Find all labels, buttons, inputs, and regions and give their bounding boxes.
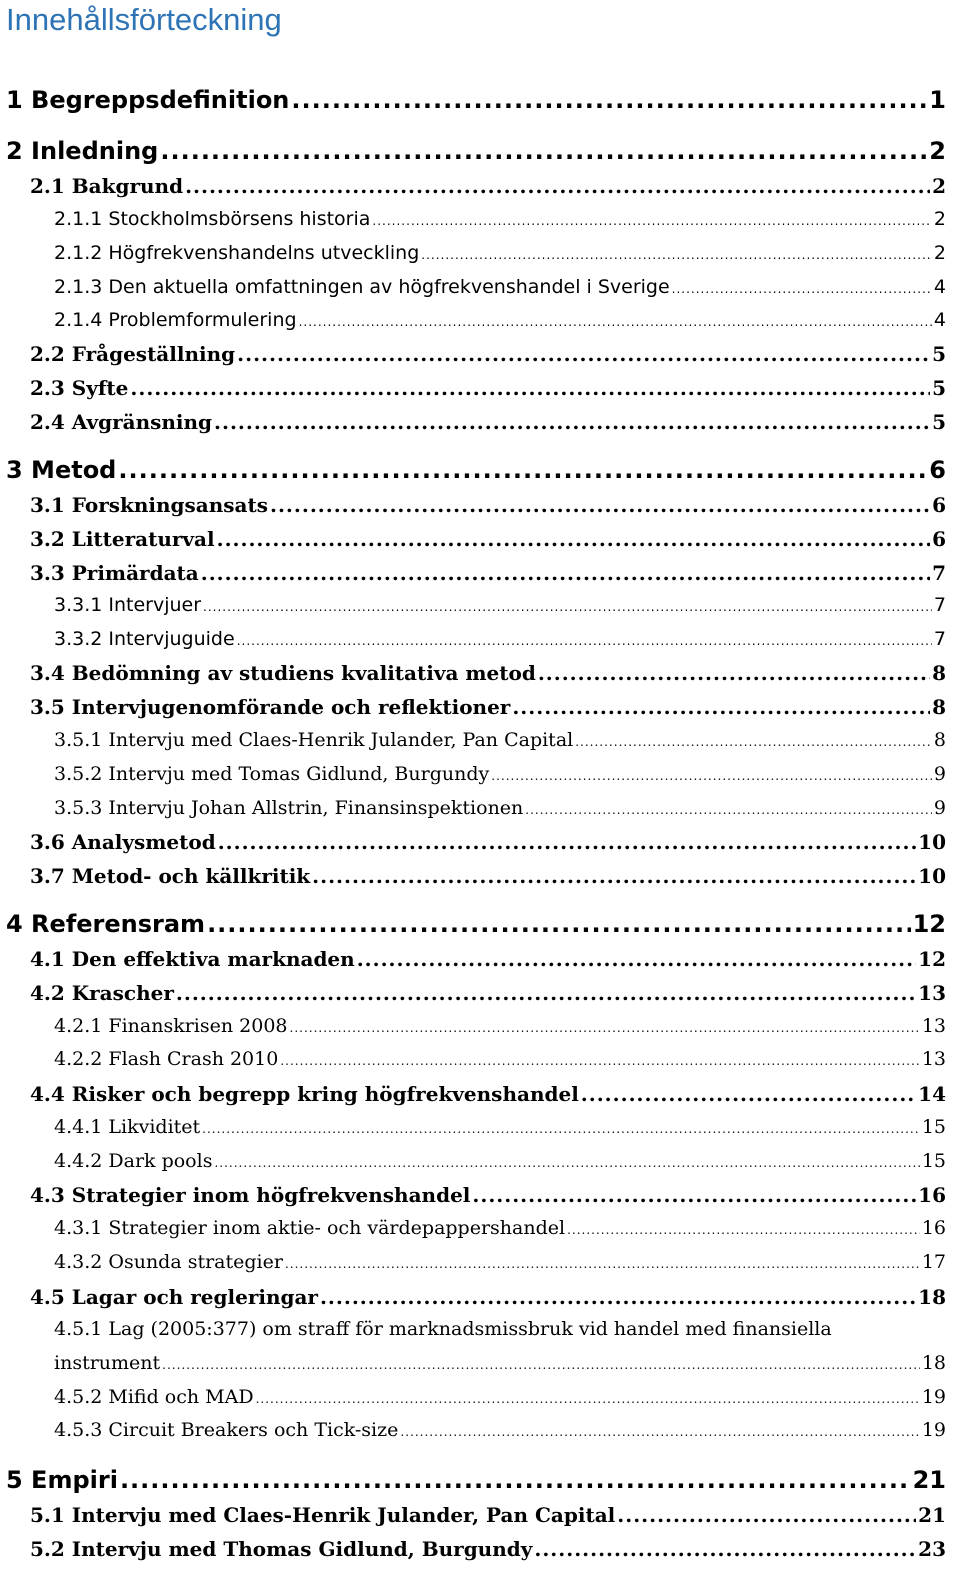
toc-entry-label: 3.3.1 Intervjuer [54, 594, 202, 616]
toc-entry-page: 4 [933, 309, 946, 331]
toc-entry[interactable] [30, 661, 946, 695]
toc-entry-page: 15 [921, 1116, 946, 1138]
toc-entry-label: 4.5.1 Lag (2005:377) om straff för marknadsmissbruk vid handel med finansiella [54, 1318, 832, 1340]
toc-entry-label: 3 Metod [6, 456, 117, 484]
toc-entry-label: 3.7 Metod- och källkritik [30, 864, 311, 888]
toc-entry[interactable] [6, 456, 946, 490]
toc-entry[interactable] [54, 276, 946, 310]
toc-entry-label: 2.2 Frågeställning [30, 342, 236, 366]
toc-entry-page: 18 [918, 1285, 946, 1309]
toc-entry-page: 10 [918, 864, 946, 888]
toc-entry-page: 16 [921, 1217, 946, 1239]
toc-leader [512, 695, 930, 719]
toc-leader [280, 1054, 919, 1068]
toc-entry-page: 8 [932, 695, 946, 719]
toc-entry[interactable] [30, 1537, 946, 1571]
toc-entry[interactable] [54, 1419, 946, 1453]
toc-entry-page: 6 [932, 493, 946, 517]
toc-entry-page: 9 [933, 763, 946, 785]
toc-leader [120, 1466, 911, 1494]
toc-leader [270, 493, 930, 517]
toc-entry[interactable] [30, 527, 946, 561]
toc-entry-page: 16 [918, 1183, 946, 1207]
toc-entry[interactable] [54, 797, 946, 831]
toc-leader [203, 600, 932, 614]
toc-entry-page: 7 [933, 594, 946, 616]
toc-leader [312, 864, 916, 888]
toc-leader [237, 342, 930, 366]
toc-leader [567, 1223, 920, 1237]
toc-entry-label: 4.5 Lagar och regleringar [30, 1285, 318, 1309]
toc-leader [217, 527, 930, 551]
toc-entry[interactable] [54, 1217, 946, 1251]
toc-entry-label: 2.1.3 Den aktuella omfattningen av högfrekvenshandel i Sverige [54, 276, 670, 298]
toc-leader [256, 1392, 920, 1406]
toc-entry-continuation[interactable] [54, 1352, 946, 1386]
toc-entry-label: 4.4 Risker och begrepp kring högfrekvenshandel [30, 1082, 579, 1106]
toc-entry-page: 17 [921, 1251, 946, 1273]
toc-leader [237, 634, 932, 648]
toc-leader [214, 1156, 919, 1170]
toc-entry-page: 2 [933, 208, 946, 230]
toc-entry[interactable] [30, 1503, 946, 1537]
toc-leader [357, 947, 916, 971]
toc-entry-label: 3.5.1 Intervju med Claes-Henrik Julander, Pan Capital [54, 729, 574, 751]
toc-entry-page: 5 [932, 376, 946, 400]
toc-entry-page: 13 [921, 1015, 946, 1037]
toc-entry[interactable] [30, 1183, 946, 1217]
toc-entry[interactable] [54, 309, 946, 343]
toc-entry-label: 4.2.2 Flash Crash 2010 [54, 1048, 279, 1070]
toc-entry-page: 6 [932, 527, 946, 551]
toc-leader [472, 1183, 916, 1207]
toc-entry-label: 2.1.4 Problemformulering [54, 309, 297, 331]
toc-entry-label: 4.1 Den effektiva marknaden [30, 947, 355, 971]
toc-entry-page: 2 [929, 137, 946, 165]
toc-entry-label: 4.5.3 Circuit Breakers och Tick-size [54, 1419, 399, 1441]
toc-entry-page: 9 [933, 797, 946, 819]
toc-leader [207, 910, 911, 938]
toc-leader [201, 561, 930, 585]
toc-entry[interactable] [6, 1466, 946, 1500]
toc-entry-page: 2 [933, 242, 946, 264]
toc-entry[interactable] [54, 763, 946, 797]
toc-leader [291, 86, 927, 114]
toc-entry-page: 5 [932, 410, 946, 434]
toc-leader [538, 661, 930, 685]
toc-entry[interactable] [54, 242, 946, 276]
toc-entry-page: 8 [932, 661, 946, 685]
toc-entry-label: 3.1 Forskningsansats [30, 493, 268, 517]
toc-entry[interactable] [54, 1386, 946, 1420]
toc-entry-page: 19 [921, 1386, 946, 1408]
toc-leader [320, 1285, 916, 1309]
toc-entry[interactable] [30, 342, 946, 376]
toc-entry-page: 7 [932, 561, 946, 585]
toc-entry-label: 4.3.1 Strategier inom aktie- och värdepappershandel [54, 1217, 566, 1239]
toc-entry-label: 3.3.2 Intervjuguide [54, 628, 235, 650]
toc-entry[interactable] [6, 137, 946, 171]
toc-leader [285, 1257, 920, 1271]
toc-entry[interactable] [54, 628, 946, 662]
toc-entry[interactable] [30, 981, 946, 1015]
toc-leader [176, 981, 916, 1005]
toc-leader [581, 1082, 916, 1106]
toc-leader [525, 803, 932, 817]
toc-entry[interactable] [30, 1285, 946, 1319]
toc-leader [202, 1122, 920, 1136]
toc-entry-label: 5.1 Intervju med Claes-Henrik Julander, Pan Capital [30, 1503, 616, 1527]
toc-entry[interactable] [30, 174, 946, 208]
toc-entry-label: 4.2 Krascher [30, 981, 174, 1005]
toc-entry[interactable] [54, 1116, 946, 1150]
toc-title: Innehållsförteckning [6, 2, 282, 37]
toc-entry-label: 3.5 Intervjugenomförande och reflektioner [30, 695, 511, 719]
toc-entry[interactable] [54, 208, 946, 242]
toc-entry-page: 15 [921, 1150, 946, 1172]
toc-entry-label: 5.2 Intervju med Thomas Gidlund, Burgundy [30, 1537, 533, 1561]
toc-leader [218, 830, 916, 854]
toc-entry[interactable] [30, 410, 946, 444]
toc-entry-page: 5 [932, 342, 946, 366]
toc-entry[interactable] [54, 729, 946, 763]
toc-entry-page: 19 [921, 1419, 946, 1441]
toc-leader [672, 282, 932, 296]
toc-entry-label: 2.1.1 Stockholmsbörsens historia [54, 208, 371, 230]
toc-entry[interactable] [54, 1251, 946, 1285]
toc-entry[interactable] [54, 1015, 946, 1049]
toc-leader [130, 376, 930, 400]
toc-entry-label: 4.2.1 Finanskrisen 2008 [54, 1015, 288, 1037]
toc-entry-label: 4 Referensram [6, 910, 206, 938]
toc-leader [617, 1503, 916, 1527]
toc-entry[interactable] [30, 695, 946, 729]
toc-entry-label: 3.4 Bedömning av studiens kvalitativa metod [30, 661, 536, 685]
toc-entry-page: 14 [918, 1082, 946, 1106]
toc-entry-label: instrument [54, 1352, 161, 1374]
toc-entry-page: 21 [912, 1466, 946, 1494]
toc-entry-label: 4.5.2 Mifid och MAD [54, 1386, 254, 1408]
toc-leader [290, 1021, 920, 1035]
toc-entry-label: 3.3 Primärdata [30, 561, 199, 585]
toc-entry[interactable] [54, 1318, 832, 1352]
toc-entry-label: 3.6 Analysmetod [30, 830, 216, 854]
toc-entry-page: 12 [912, 910, 946, 938]
toc-entry-label: 1 Begreppsdefinition [6, 86, 290, 114]
toc-entry[interactable] [30, 830, 946, 864]
toc-entry[interactable] [30, 561, 946, 595]
toc-entry-label: 3.5.2 Intervju med Tomas Gidlund, Burgundy [54, 763, 490, 785]
toc-entry-label: 2.1 Bakgrund [30, 174, 184, 198]
toc-entry[interactable] [54, 1048, 946, 1082]
toc-entry-page: 7 [933, 628, 946, 650]
toc-entry-label: 2 Inledning [6, 137, 159, 165]
toc-entry[interactable] [30, 947, 946, 981]
toc-entry-label: 3.5.3 Intervju Johan Allstrin, Finansinspektionen [54, 797, 524, 819]
toc-entry-page: 13 [921, 1048, 946, 1070]
toc-leader [372, 214, 931, 228]
toc-entry[interactable] [30, 864, 946, 898]
toc-entry-label: 2.1.2 Högfrekvenshandelns utveckling [54, 242, 420, 264]
toc-entry[interactable] [30, 376, 946, 410]
toc-leader [400, 1425, 919, 1439]
toc-entry-page: 13 [918, 981, 946, 1005]
toc-entry-page: 4 [933, 276, 946, 298]
toc-entry-label: 4.3.2 Osunda strategier [54, 1251, 283, 1273]
toc-entry[interactable] [54, 1150, 946, 1184]
toc-leader [118, 456, 927, 484]
toc-entry-page: 6 [929, 456, 946, 484]
toc-entry-label: 2.4 Avgränsning [30, 410, 213, 434]
toc-entry[interactable] [6, 910, 946, 944]
toc-leader [299, 315, 932, 329]
toc-entry-page: 23 [918, 1537, 946, 1561]
toc-entry-page: 10 [918, 830, 946, 854]
toc-entry-page: 1 [929, 86, 946, 114]
toc-entry-page: 21 [918, 1503, 946, 1527]
toc-entry-label: 4.3 Strategier inom högfrekvenshandel [30, 1183, 471, 1207]
toc-entry-label: 2.3 Syfte [30, 376, 129, 400]
toc-entry-label: 5 Empiri [6, 1466, 118, 1494]
toc-entry-label: 4.4.2 Dark pools [54, 1150, 213, 1172]
toc-leader [421, 248, 932, 262]
toc-leader [160, 137, 927, 165]
toc-entry[interactable] [30, 1082, 946, 1116]
toc-leader [491, 769, 932, 783]
toc-leader [534, 1537, 916, 1561]
toc-entry-label: 4.4.1 Likviditet [54, 1116, 201, 1138]
toc-leader [575, 735, 932, 749]
toc-entry-label: 3.2 Litteraturval [30, 527, 215, 551]
toc-entry-page: 2 [932, 174, 946, 198]
toc-entry-page: 8 [933, 729, 946, 751]
toc-leader [162, 1358, 920, 1372]
toc-entry[interactable] [30, 493, 946, 527]
toc-entry-page: 18 [921, 1352, 946, 1374]
toc-leader [214, 410, 930, 434]
toc-entry-page: 12 [918, 947, 946, 971]
toc-entry[interactable] [6, 86, 946, 120]
toc-entry[interactable] [54, 594, 946, 628]
toc-leader [185, 174, 930, 198]
